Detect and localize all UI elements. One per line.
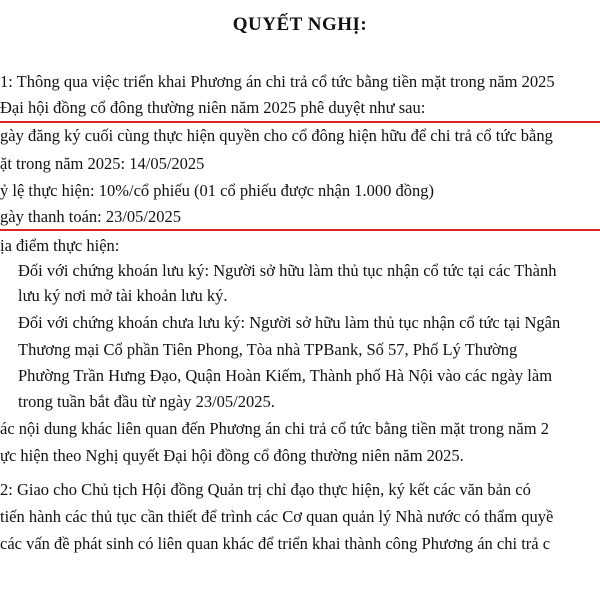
article-2-cont-1: tiến hành các thủ tục cần thiết để trình các Cơ quan quản lý Nhà nước có thẩm quyề [0, 507, 554, 526]
undeposited-securities-cont-3: trong tuần bắt đầu từ ngày 23/05/2025. [18, 392, 275, 411]
document-title: QUYẾT NGHỊ: [232, 14, 368, 35]
undeposited-securities-cont-1: Thương mại Cổ phần Tiên Phong, Tòa nhà TPBank, Số 57, Phố Lý Thường [18, 340, 518, 359]
article-2-heading: 2: Giao cho Chủ tịch Hội đồng Quản trị chỉ đạo thực hiện, ký kết các văn bản có [0, 480, 531, 499]
article-2-cont-2: các vấn đề phát sinh có liên quan khác để triển khai thành công Phương án chi trả c [0, 534, 551, 553]
other-matters-line: ác nội dung khác liên quan đến Phương án chi trả cổ tức bằng tiền mặt trong năm 2 [0, 419, 549, 438]
highlight-underline-top [0, 121, 600, 123]
other-matters-cont: ực hiện theo Nghị quyết Đại hội đồng cổ đông thường niên năm 2025. [0, 446, 464, 465]
location-heading: ịa điểm thực hiện: [0, 236, 120, 255]
payment-date: gày thanh toán: 23/05/2025 [0, 207, 182, 226]
deposited-securities-cont: lưu ký nơi mở tài khoản lưu ký. [18, 286, 228, 305]
resolution-intro: Đại hội đồng cổ đông thường niên năm 2025 phê duyệt như sau: [0, 98, 426, 117]
undeposited-securities-cont-2: Phường Trần Hưng Đạo, Quận Hoàn Kiếm, Thành phố Hà Nội vào các ngày làm [18, 366, 553, 385]
record-date-line: gày đăng ký cuối cùng thực hiện quyền cho cổ đông hiện hữu để chi trả cổ tức bằng [0, 126, 553, 145]
record-date-value: ặt trong năm 2025: 14/05/2025 [0, 154, 205, 173]
article-1-heading: 1: Thông qua việc triển khai Phương án chi trả cổ tức bằng tiền mặt trong năm 2025 [0, 72, 555, 91]
undeposited-securities-line: Đối với chứng khoán chưa lưu ký: Người sở hữu làm thủ tục nhận cổ tức tại Ngân [18, 313, 561, 332]
deposited-securities-line: Đối với chứng khoán lưu ký: Người sở hữu làm thủ tục nhận cổ tức tại các Thành [18, 261, 557, 280]
highlight-underline-bottom [0, 229, 600, 231]
payout-ratio: ỷ lệ thực hiện: 10%/cổ phiếu (01 cổ phiếu được nhận 1.000 đồng) [0, 181, 434, 200]
